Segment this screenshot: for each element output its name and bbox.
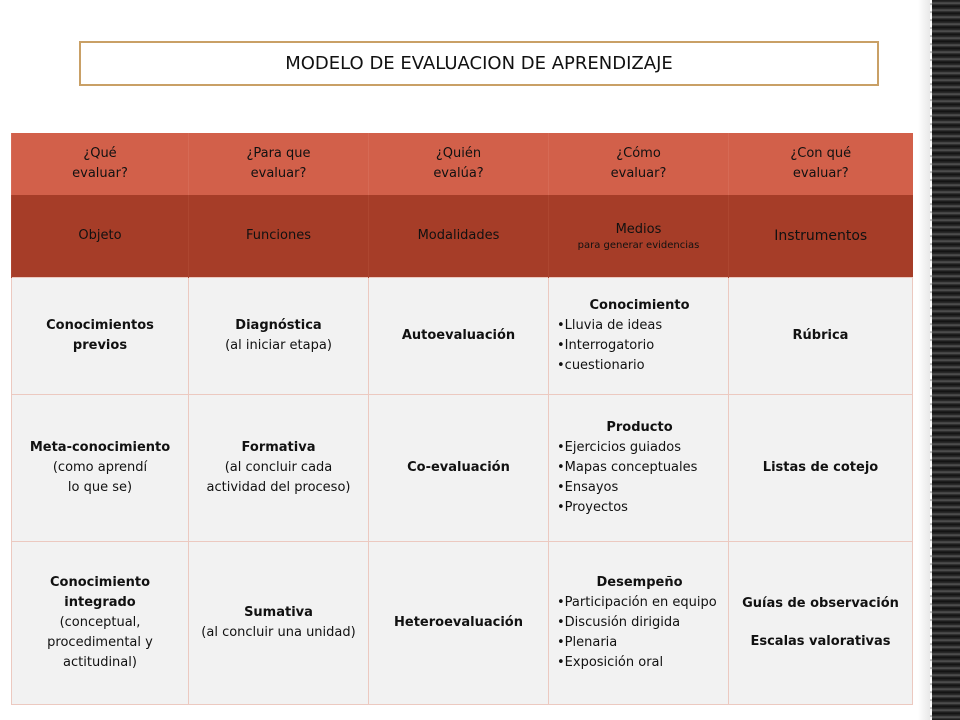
objeto-cell: Conocimientos previos: [12, 278, 189, 395]
medios-cell: Producto • Ejercicios guiados • Mapas conceptuales • Ensayos • Proyectos: [549, 395, 729, 542]
list-item: • Proyectos: [557, 498, 722, 518]
list-item: • Mapas conceptuales: [557, 458, 722, 478]
funcion-cell: Formativa (al concluir cada actividad del proceso): [189, 395, 369, 542]
list-item: • Participación en equipo: [557, 593, 722, 613]
list-item: • Lluvia de ideas: [557, 316, 722, 336]
list-item: • Discusión dirigida: [557, 613, 722, 633]
question-cell-para-que: ¿Para que evaluar?: [189, 133, 369, 195]
header-medios: Medios para generar evidencias: [549, 195, 729, 278]
header-instrumentos: Instrumentos: [729, 195, 913, 278]
question-cell-como: ¿Cómo evaluar?: [549, 133, 729, 195]
question-cell-quien: ¿Quién evalúa?: [369, 133, 549, 195]
objeto-cell: Conocimiento integrado (conceptual, procedimental y actitudinal): [12, 542, 189, 705]
question-cell-con-que: ¿Con qué evaluar?: [729, 133, 913, 195]
modalidad-cell: Autoevaluación: [369, 278, 549, 395]
instrumento-cell: Rúbrica: [729, 278, 913, 395]
header-funciones: Funciones: [189, 195, 369, 278]
table-row: [12, 278, 913, 395]
modalidad-cell: Heteroevaluación: [369, 542, 549, 705]
evaluation-model-table: [11, 133, 913, 705]
medios-cell: Desempeño • Participación en equipo • Discusión dirigida • Plenaria • Exposición oral: [549, 542, 729, 705]
decorative-side-stripe: [918, 0, 960, 720]
list-item: • Ejercicios guiados: [557, 438, 722, 458]
medios-cell: Conocimiento • Lluvia de ideas • Interrogatorio • cuestionario: [549, 278, 729, 395]
header-objeto: Objeto: [12, 195, 189, 278]
list-item: • Ensayos: [557, 478, 722, 498]
list-item: • Exposición oral: [557, 653, 722, 673]
list-item: • cuestionario: [557, 356, 722, 376]
funcion-cell: Diagnóstica (al iniciar etapa): [189, 278, 369, 395]
list-item: • Plenaria: [557, 633, 722, 653]
instrumento-cell: Listas de cotejo: [729, 395, 913, 542]
objeto-cell: Meta-conocimiento (como aprendí lo que se): [12, 395, 189, 542]
funcion-cell: Sumativa (al concluir una unidad): [189, 542, 369, 705]
table-row: [12, 395, 913, 542]
header-modalidades: Modalidades: [369, 195, 549, 278]
instrumento-cell: Guías de observación Escalas valorativas: [729, 542, 913, 705]
header-row: [12, 195, 913, 278]
questions-row: [12, 133, 913, 195]
table-row: [12, 542, 913, 705]
header-medios-subtitle: para generar evidencias: [577, 240, 700, 251]
question-cell-que: ¿Qué evaluar?: [12, 133, 189, 195]
page-title: MODELO DE EVALUACION DE APRENDIZAJE: [79, 41, 879, 86]
modalidad-cell: Co-evaluación: [369, 395, 549, 542]
list-item: • Interrogatorio: [557, 336, 722, 356]
